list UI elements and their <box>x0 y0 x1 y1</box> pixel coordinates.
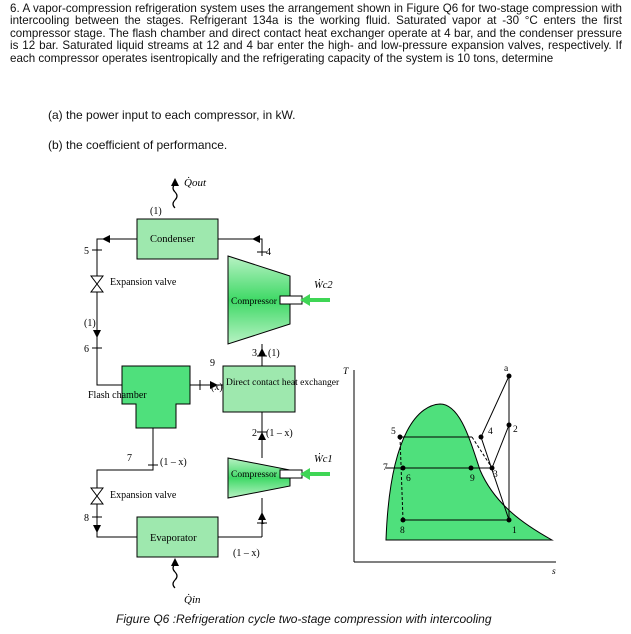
state-6: 6 <box>84 344 89 355</box>
state-1: 1 <box>260 516 265 527</box>
flow-label-1mx-bottom: (1 – x) <box>233 548 260 559</box>
ts-point-1: 1 <box>512 526 517 536</box>
condenser-label: Condenser <box>150 234 195 245</box>
state-4: 4 <box>266 247 271 258</box>
ts-point-4: 4 <box>488 427 493 437</box>
flow-label-1mx-left: (1 – x) <box>160 457 187 468</box>
flow-label-one-top: (1) <box>150 206 162 217</box>
flow-label-1mx-mid: (1 – x) <box>266 428 293 439</box>
problem-statement: 6. A vapor-compression refrigeration system uses the arrangement shown in Figure Q6 for two-stage compression with intercooling between the stages. Refrigerant 134a is the working fluid. Saturated vapor at -30 °C enters the first compressor stage. The flash chamber and direct contact heat exchanger operate at 4 bar, and the condenser pressure is 12 bar. Saturated liquid streams at 12 and 4 bar enter the high- and low-pressure expansion valves, respectively. If each compressor operates isentropically and the refrigerating capacity of the system is 10 tons, determine <box>10 2 622 65</box>
state-9: 9 <box>210 358 215 369</box>
ts-point-6: 6 <box>406 474 411 484</box>
expansion-valve-high <box>91 276 103 292</box>
w-c1-label: Ẇc1 <box>314 454 333 465</box>
ts-point-3: 3 <box>493 470 498 480</box>
direct-contact-label: Direct contact heat exchanger <box>226 378 340 388</box>
ts-point-2: 2 <box>513 425 518 435</box>
state-7: 7 <box>127 453 132 464</box>
ts-point-a: a <box>504 364 509 374</box>
expansion-valve-low <box>91 488 103 504</box>
ts-point-8: 8 <box>400 526 405 536</box>
s-axis-label: s <box>552 567 556 577</box>
state-3: 3 <box>252 348 257 359</box>
q-in-arrow <box>171 558 179 588</box>
flow-label-one-mid: (1) <box>268 348 280 359</box>
flow-label-one-left: (1) <box>84 318 96 329</box>
expansion-valve-high-label: Expansion valve <box>110 277 177 288</box>
q-in-label: Q̇in <box>184 594 201 606</box>
q-out-arrow <box>171 178 179 208</box>
ts-point-5: 5 <box>391 427 396 437</box>
t-axis-label: T <box>343 367 349 377</box>
part-b: (b) the coefficient of performance. <box>48 138 228 152</box>
ts-point-9: 9 <box>470 474 475 484</box>
figure-caption: Figure Q6 :Refrigeration cycle two-stage compression with intercooling <box>116 612 492 626</box>
flash-chamber-label: Flash chamber <box>88 390 147 401</box>
w-c2-label: Ẇc2 <box>314 280 333 291</box>
expansion-valve-low-label: Expansion valve <box>110 490 177 501</box>
part-a: (a) the power input to each compressor, in kW. <box>48 108 296 122</box>
state-8: 8 <box>84 513 89 524</box>
compressor-high-label: Compressor <box>231 297 277 307</box>
q-out-label: Q̇out <box>184 177 206 189</box>
compressor-low-label: Compressor <box>231 470 277 480</box>
state-2: 2 <box>252 428 257 439</box>
state-5: 5 <box>84 246 89 257</box>
direct-contact-hx <box>223 366 295 412</box>
ts-point-7: 7 <box>383 463 388 473</box>
flow-label-x: (x) <box>211 382 223 393</box>
evaporator-label: Evaporator <box>150 533 197 544</box>
